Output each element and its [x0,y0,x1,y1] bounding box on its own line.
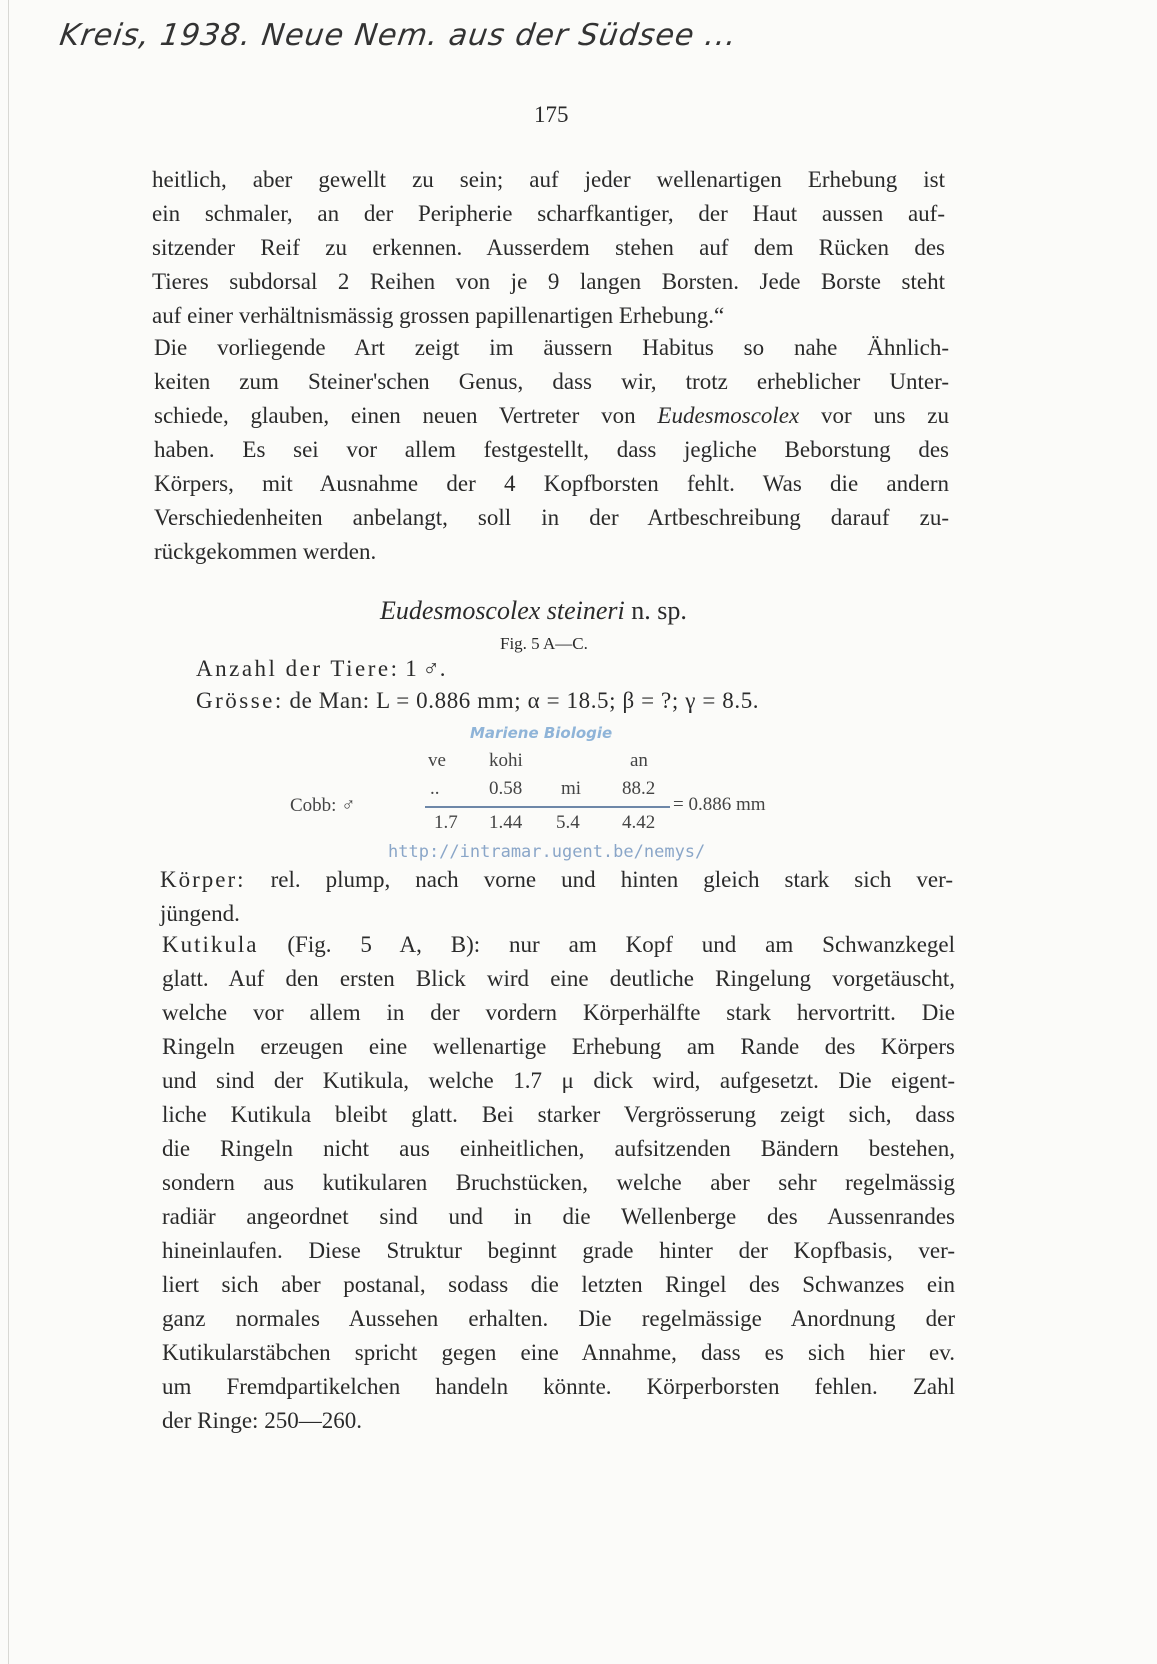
cobb-result: = 0.886 mm [673,794,766,815]
text-line: jüngend. [160,901,240,926]
paragraph-koerper [160,863,953,931]
text-line: sondern aus kutikularen Bruchstücken, welche aber sehr regelmässig [162,1170,955,1195]
cobb-numerator: 88.2 [622,778,656,799]
text-segment: Körper: [160,867,246,892]
text-line: und sind der Kutikula, welche 1.7 μ dick wird, aufgesetzt. Die eigent- [162,1068,955,1093]
text-line: welche vor allem in der vordern Körperhälfte stark hervortritt. Die [162,1000,955,1025]
cobb-top-label: kohi [489,750,523,771]
text-line: Ringeln erzeugen eine wellenartige Erhebung am Rande des Körpers [162,1034,955,1059]
size-label: Grösse: [196,688,284,713]
text-segment: Kutikula [162,932,259,957]
text-line: glatt. Auf den ersten Blick wird eine deutliche Ringelung vorgetäuscht, [162,966,955,991]
text-segment: rel. plump, nach vorne und hinten gleich stark sich ver- [245,867,953,892]
text-line: hineinlaufen. Diese Struktur beginnt grade hinter der Kopfbasis, ver- [162,1238,955,1263]
cobb-denominator: 4.42 [622,812,656,833]
cobb-denominator: 1.44 [489,812,523,833]
figure-reference: Fig. 5 A—C. [500,634,588,653]
text-segment: schiede, glauben, einen neuen Vertreter von [154,403,658,428]
scan-edge [8,0,9,1664]
size-row [196,688,759,714]
count-value: 1 ♂. [405,656,446,681]
text-line: heitlich, aber gewellt zu sein; auf jeder wellenartigen Erhebung ist [152,167,945,192]
text-line: Verschiedenheiten anbelangt, soll in der Artbeschreibung darauf zu- [154,505,949,530]
text-line: auf einer verhältnismässig grossen papillenartigen Erhebung.“ [152,303,725,328]
count-label: Anzahl der Tiere: [196,656,400,681]
cobb-denominator: 1.7 [434,812,458,833]
fraction-line [425,806,670,808]
text-line [162,928,955,962]
page-number: 175 [534,102,569,127]
text-line: keiten zum Steiner'schen Genus, dass wir, trotz erheblicher Unter- [154,369,949,394]
text-line [154,399,949,433]
text-segment: vor uns zu [799,403,949,428]
cobb-top-label: ve [428,750,446,771]
watermark-url: http://intramar.ugent.be/nemys/ [388,842,706,862]
text-line: radiär angeordnet sind und in die Wellenberge des Aussenrandes [162,1204,955,1229]
size-value: de Man: L = 0.886 mm; α = 18.5; β = ?; γ = 8.5. [289,688,760,713]
cobb-numerator: mi [561,778,582,799]
text-line: der Ringe: 250—260. [162,1408,362,1433]
text-line: liche Kutikula bleibt glatt. Bei starker Vergrösserung zeigt sich, dass [162,1102,955,1127]
count-row [196,656,445,682]
cobb-numerator: .. [430,778,440,799]
cobb-numerator: 0.58 [489,778,523,799]
text-segment: Eudesmoscolex [657,403,800,428]
text-line: rückgekommen werden. [154,539,377,564]
text-line: Kutikularstäbchen spricht gegen eine Annahme, dass es sich hier ev. [162,1340,955,1365]
text-line: liert sich aber postanal, sodass die letzten Ringel des Schwanzes ein [162,1272,955,1297]
text-line: die Ringeln nicht aus einheitlichen, aufsitzenden Bändern bestehen, [162,1136,955,1161]
text-line: Tieres subdorsal 2 Reihen von je 9 langen Borsten. Jede Borste steht [152,269,945,294]
text-line: sitzender Reif zu erkennen. Ausserdem stehen auf dem Rücken des [152,235,945,260]
text-line: haben. Es sei vor allem festgestellt, dass jegliche Beborstung des [154,437,949,462]
handwritten-note: Kreis, 1938. Neue Nem. aus der Südsee ... [57,18,740,53]
text-line: ganz normales Aussehen erhalten. Die regelmässige Anordnung der [162,1306,955,1331]
watermark-text: Mariene Biologie [470,724,613,742]
text-line: ein schmaler, an der Peripherie scharfkantiger, der Haut aussen auf- [152,201,945,226]
text-line [160,863,953,897]
text-line: um Fremdpartikelchen handeln könnte. Körperborsten fehlen. Zahl [162,1374,955,1399]
species-name: Eudesmoscolex steineri [380,596,625,625]
species-suffix: n. sp. [631,596,687,625]
paragraph-2 [154,331,949,569]
text-segment: (Fig. 5 A, B): nur am Kopf und am Schwanzkegel [258,932,955,957]
text-line: Körpers, mit Ausnahme der 4 Kopfborsten fehlt. Was die andern [154,471,949,496]
paragraph-kutikula [162,928,955,1438]
cobb-label: Cobb: ♂ [290,795,356,816]
text-line: Die vorliegende Art zeigt im äussern Habitus so nahe Ähnlich- [154,335,949,360]
species-title [380,596,687,626]
cobb-top-label: an [630,750,648,771]
cobb-denominator: 5.4 [556,812,580,833]
paragraph-1 [152,163,945,333]
